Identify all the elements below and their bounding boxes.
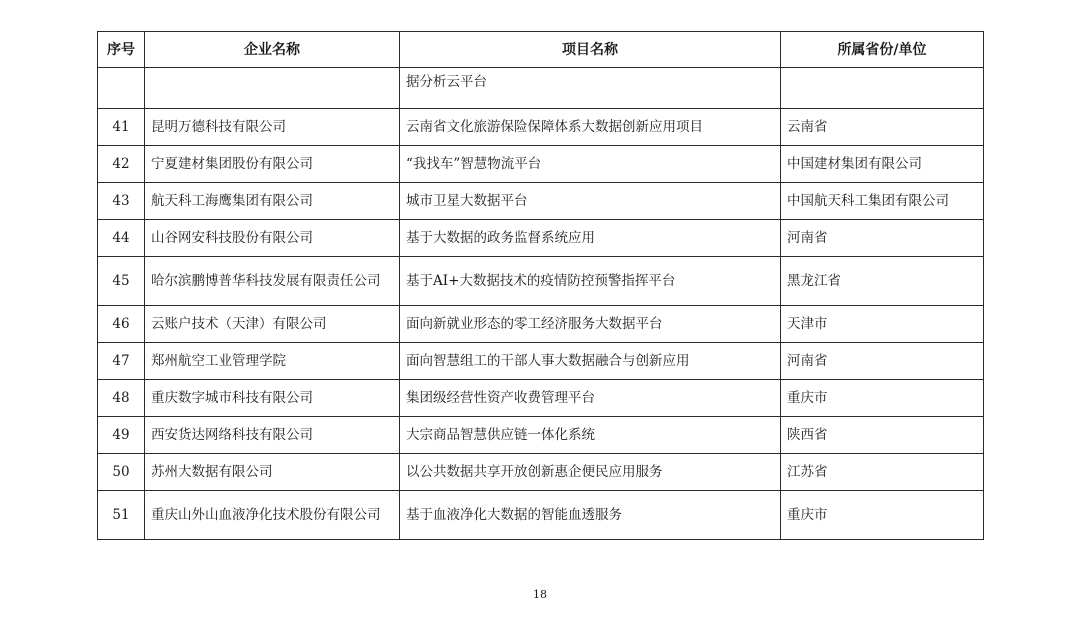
header-project: 项目名称 xyxy=(400,32,781,68)
cell-company: 苏州大数据有限公司 xyxy=(145,454,400,491)
cell-province: 中国航天科工集团有限公司 xyxy=(781,183,984,220)
table-header-row xyxy=(98,32,984,68)
cell-province: 陕西省 xyxy=(781,417,984,454)
table-row xyxy=(98,417,984,454)
cell-company: 山谷网安科技股份有限公司 xyxy=(145,220,400,257)
cell-company: 西安货达网络科技有限公司 xyxy=(145,417,400,454)
cell-seq: 45 xyxy=(98,257,145,306)
cell-company: 郑州航空工业管理学院 xyxy=(145,343,400,380)
cell-company: 宁夏建材集团股份有限公司 xyxy=(145,146,400,183)
table-row-continuation xyxy=(98,68,984,109)
cell-company xyxy=(145,68,400,109)
table-row xyxy=(98,380,984,417)
header-seq: 序号 xyxy=(98,32,145,68)
cell-province: 重庆市 xyxy=(781,491,984,540)
cell-seq: 47 xyxy=(98,343,145,380)
table-row xyxy=(98,146,984,183)
table-row xyxy=(98,109,984,146)
cell-company: 航天科工海鹰集团有限公司 xyxy=(145,183,400,220)
cell-project: 面向新就业形态的零工经济服务大数据平台 xyxy=(400,306,781,343)
cell-project: 基于AI+大数据技术的疫情防控预警指挥平台 xyxy=(400,257,781,306)
cell-company: 哈尔滨鹏博普华科技发展有限责任公司 xyxy=(145,257,400,306)
cell-project: “我找车”智慧物流平台 xyxy=(400,146,781,183)
cell-project: 云南省文化旅游保险保障体系大数据创新应用项目 xyxy=(400,109,781,146)
cell-province: 重庆市 xyxy=(781,380,984,417)
header-company: 企业名称 xyxy=(145,32,400,68)
table-row xyxy=(98,220,984,257)
cell-seq: 44 xyxy=(98,220,145,257)
cell-company: 重庆山外山血液净化技术股份有限公司 xyxy=(145,491,400,540)
cell-seq: 49 xyxy=(98,417,145,454)
cell-seq: 46 xyxy=(98,306,145,343)
cell-company: 重庆数字城市科技有限公司 xyxy=(145,380,400,417)
cell-seq: 43 xyxy=(98,183,145,220)
cell-project: 集团级经营性资产收费管理平台 xyxy=(400,380,781,417)
project-list-table xyxy=(97,31,984,540)
cell-project: 以公共数据共享开放创新惠企便民应用服务 xyxy=(400,454,781,491)
table-row xyxy=(98,183,984,220)
cell-province xyxy=(781,68,984,109)
cell-seq: 41 xyxy=(98,109,145,146)
cell-province: 天津市 xyxy=(781,306,984,343)
cell-seq: 48 xyxy=(98,380,145,417)
cell-province: 中国建材集团有限公司 xyxy=(781,146,984,183)
cell-province: 河南省 xyxy=(781,220,984,257)
table-row xyxy=(98,491,984,540)
cell-project: 大宗商品智慧供应链一体化系统 xyxy=(400,417,781,454)
cell-company: 昆明万德科技有限公司 xyxy=(145,109,400,146)
table-row xyxy=(98,454,984,491)
header-province: 所属省份/单位 xyxy=(781,32,984,68)
cell-seq: 51 xyxy=(98,491,145,540)
cell-project: 据分析云平台 xyxy=(400,68,781,109)
cell-project: 城市卫星大数据平台 xyxy=(400,183,781,220)
table-row xyxy=(98,257,984,306)
cell-project: 基于大数据的政务监督系统应用 xyxy=(400,220,781,257)
table-row xyxy=(98,343,984,380)
cell-province: 黑龙江省 xyxy=(781,257,984,306)
cell-seq: 50 xyxy=(98,454,145,491)
cell-province: 河南省 xyxy=(781,343,984,380)
cell-province: 江苏省 xyxy=(781,454,984,491)
cell-project: 面向智慧组工的干部人事大数据融合与创新应用 xyxy=(400,343,781,380)
cell-province: 云南省 xyxy=(781,109,984,146)
page-number: 18 xyxy=(533,588,547,601)
cell-company: 云账户技术（天津）有限公司 xyxy=(145,306,400,343)
cell-seq xyxy=(98,68,145,109)
cell-project: 基于血液净化大数据的智能血透服务 xyxy=(400,491,781,540)
cell-seq: 42 xyxy=(98,146,145,183)
table-row xyxy=(98,306,984,343)
